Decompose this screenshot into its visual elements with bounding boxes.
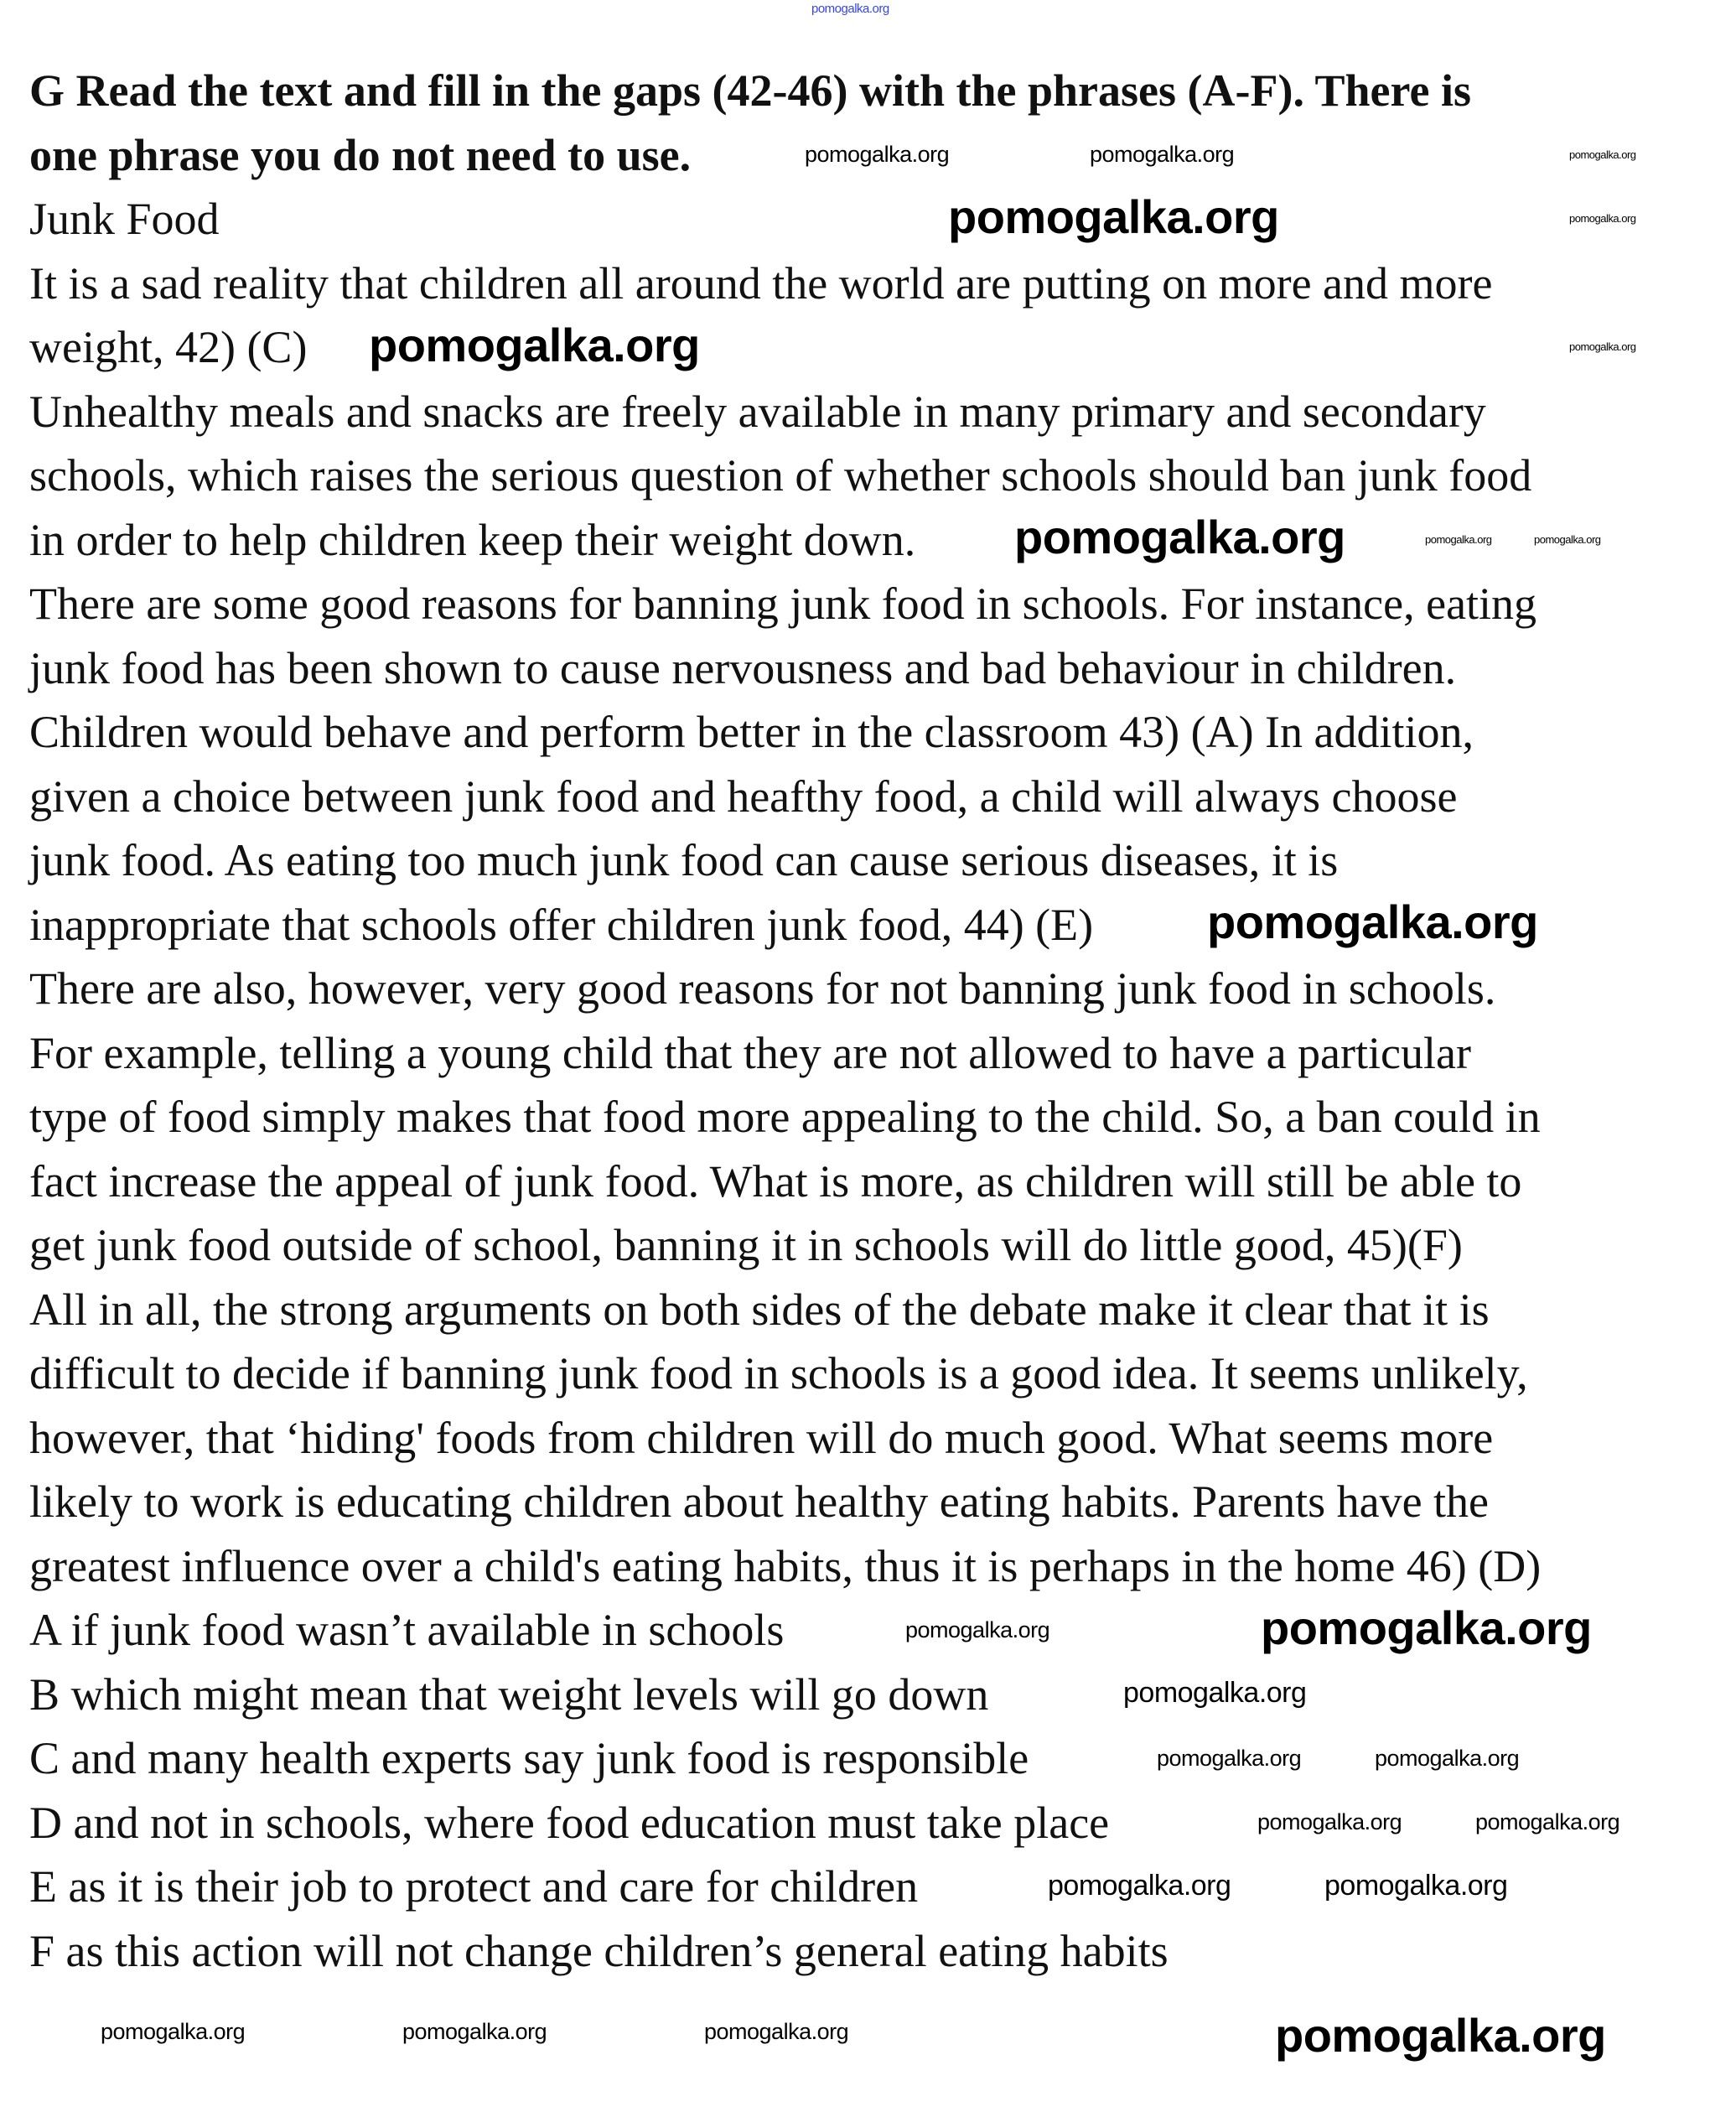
- watermark: pomogalka.org: [948, 190, 1279, 243]
- watermark: pomogalka.org: [1257, 1809, 1402, 1834]
- text-line: For example, telling a young child that they are not allowed to have a particular: [29, 1027, 1471, 1078]
- option-f: F as this action will not change children’s general eating habits: [29, 1925, 1169, 1976]
- watermark: pomogalka.org: [1569, 340, 1636, 353]
- worksheet: [29, 59, 1541, 1983]
- text-line: difficult to decide if banning junk food in schools is a good idea. It seems unlikely,: [29, 1348, 1528, 1398]
- text-line: fact increase the appeal of junk food. What is more, as children will still be able to: [29, 1155, 1522, 1206]
- text-line: get junk food outside of school, banning it in schools will do little good, 45)(F): [29, 1220, 1463, 1270]
- text-line: inappropriate that schools offer children junk food, 44) (E): [29, 899, 1094, 950]
- option-b: B which might mean that weight levels will go down: [29, 1668, 989, 1720]
- text-line: There are some good reasons for banning junk food in schools. For instance, eating: [29, 579, 1537, 629]
- watermark: pomogalka.org: [1534, 533, 1601, 546]
- text-line: given a choice between junk food and heafthy food, a child will always choose: [29, 771, 1458, 822]
- watermark: pomogalka.org: [1475, 1809, 1620, 1834]
- text-line: junk food. As eating too much junk food can cause serious diseases, it is: [29, 835, 1339, 885]
- text-title: Junk Food: [29, 194, 220, 244]
- watermark: pomogalka.org: [1014, 511, 1345, 563]
- option-c: C and many health experts say junk food is responsible: [29, 1733, 1029, 1783]
- text-line: Unhealthy meals and snacks are freely available in many primary and secondary: [29, 386, 1486, 437]
- watermark: pomogalka.org: [805, 142, 950, 167]
- option-e: E as it is their job to protect and care for children: [29, 1861, 919, 1912]
- watermark: pomogalka.org: [1048, 1870, 1231, 1902]
- watermark: pomogalka.org: [811, 2, 889, 16]
- instruction-line: one phrase you do not need to use.: [29, 129, 692, 180]
- text-line: likely to work is educating children about healthy eating habits. Parents have the: [29, 1476, 1490, 1527]
- option-a: A if junk food wasn’t available in schools: [29, 1605, 785, 1655]
- text-line: greatest influence over a child's eating habits, thus it is perhaps in the home 46) (D): [29, 1540, 1542, 1591]
- watermark: pomogalka.org: [704, 2019, 849, 2044]
- text-line: junk food has been shown to cause nervousness and bad behaviour in children.: [29, 642, 1457, 693]
- text-line: type of food simply makes that food more appealing to the child. So, a ban could in: [29, 1092, 1541, 1142]
- text-line: however, that ‘hiding' foods from children will do much good. What seems more: [29, 1412, 1494, 1463]
- watermark: pomogalka.org: [369, 319, 700, 371]
- text-line: All in all, the strong arguments on both sides of the debate make it clear that it is: [29, 1284, 1490, 1335]
- watermark: pomogalka.org: [905, 1617, 1050, 1642]
- watermark: pomogalka.org: [1425, 533, 1492, 546]
- watermark: pomogalka.org: [1324, 1870, 1508, 1902]
- watermark: pomogalka.org: [1207, 895, 1538, 948]
- watermark: pomogalka.org: [101, 2019, 246, 2044]
- watermark: pomogalka.org: [1569, 148, 1636, 161]
- watermark: pomogalka.org: [1123, 1677, 1307, 1709]
- watermark: pomogalka.org: [1569, 212, 1636, 225]
- text-line: It is a sad reality that children all around the world are putting on more and more: [29, 257, 1493, 309]
- option-d: D and not in schools, where food education must take place: [29, 1797, 1110, 1848]
- watermark: pomogalka.org: [402, 2019, 547, 2044]
- text-line: in order to help children keep their weight down.: [29, 514, 916, 565]
- watermark: pomogalka.org: [1157, 1746, 1302, 1771]
- watermark: pomogalka.org: [1275, 2009, 1606, 2062]
- watermark: pomogalka.org: [1261, 1601, 1592, 1654]
- text-line: schools, which raises the serious question of whether schools should ban junk food: [29, 450, 1532, 501]
- instruction-line: G Read the text and fill in the gaps (42-46) with the phrases (A-F). There is: [29, 65, 1471, 116]
- watermark: pomogalka.org: [1375, 1746, 1520, 1771]
- text-line: There are also, however, very good reasons for not banning junk food in schools.: [29, 963, 1496, 1014]
- text-line: Children would behave and perform better in the classroom 43) (A) In addition,: [29, 707, 1474, 757]
- watermark: pomogalka.org: [1090, 142, 1235, 167]
- text-line: weight, 42) (C): [29, 322, 308, 372]
